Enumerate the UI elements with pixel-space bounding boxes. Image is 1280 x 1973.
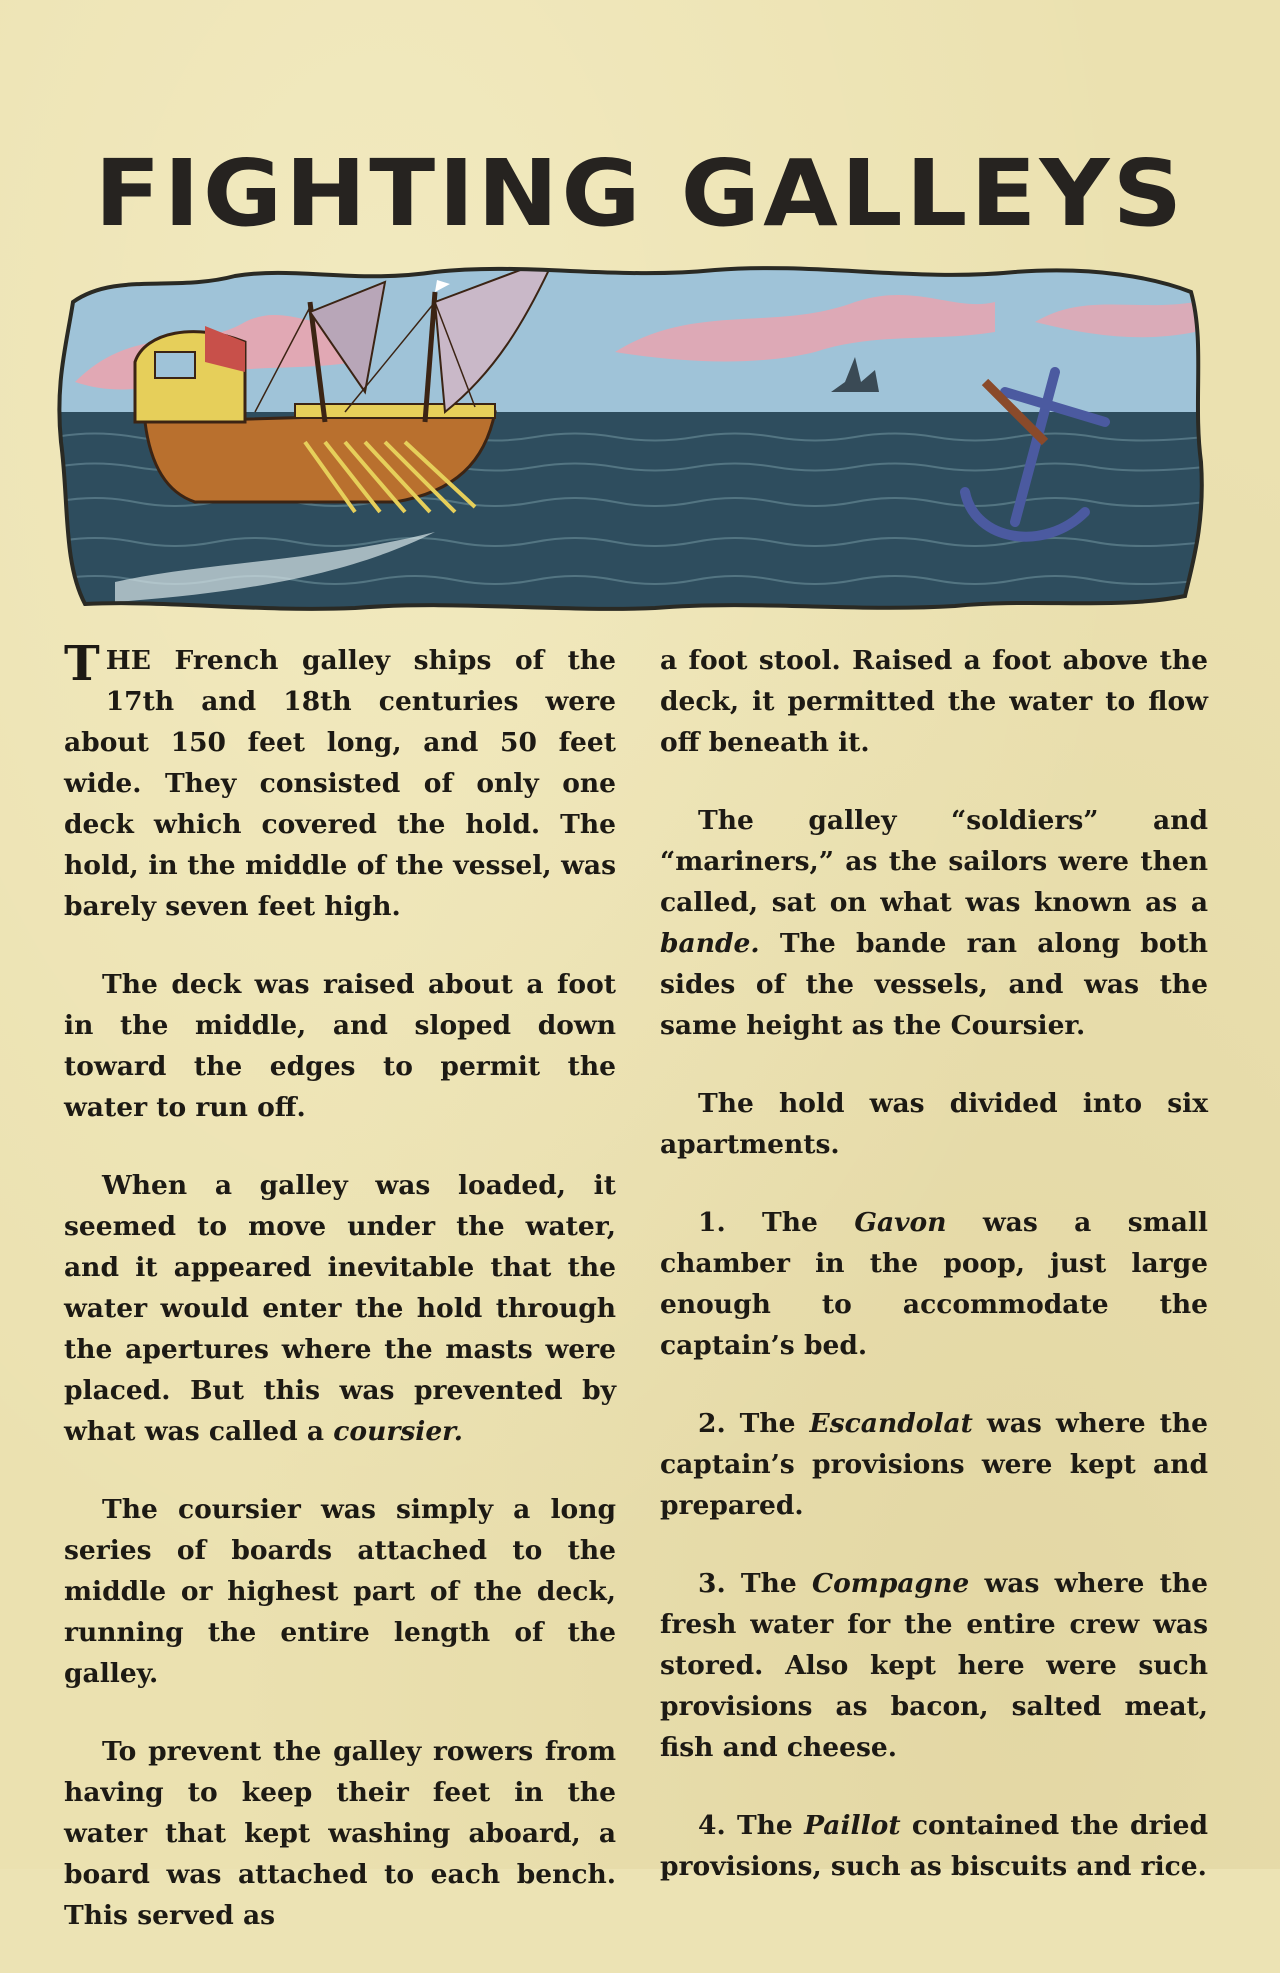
item-name: Paillot [804,1810,901,1841]
emphasis-term: coursier. [333,1416,463,1447]
item-text: was where the captain’s provisions were kept and prepared. [660,1408,1208,1521]
item-name: Escandolat [809,1408,973,1439]
list-item [660,1202,1208,1366]
drop-cap: T [64,636,100,692]
list-item [660,1805,1208,1887]
item-number: 4. The [698,1810,805,1841]
left-column [64,636,616,1973]
item-text: was a small chamber in the poop, just large enough to accommodate the captain’s bed. [660,1207,1208,1361]
galley-hull [145,412,495,502]
paragraph-text: The galley “soldiers” and “mariners,” as the sailors were then called, sat on what was known as a [660,805,1208,918]
paragraph [64,1165,616,1452]
paragraph-text: The bande ran along both sides of the vessels, and was the same height as the Coursier. [660,928,1208,1041]
page-title: FIGHTING GALLEYS [94,140,1186,247]
item-text: was where the fresh water for the entire crew was stored. Also kept here were such provisions as bacon, salted meat, fish and cheese. [660,1568,1208,1763]
item-number: 3. The [698,1568,813,1599]
lead-word: HE [105,645,151,676]
list-item [660,1563,1208,1768]
list-item [660,1403,1208,1526]
item-name: Compagne [812,1568,970,1599]
paragraph [64,636,616,927]
item-number: 1. The [698,1207,855,1238]
item-name: Gavon [854,1207,947,1238]
paragraph-text: When a galley was loaded, it seemed to move under the water, and it appeared inevitable that the water would enter the hold through the apertures where the masts were placed. But this was prevented by what was called a [64,1170,616,1447]
right-column [660,640,1208,1924]
item-text: contained the dried provisions, such as biscuits and rice. [660,1810,1208,1882]
paragraph: The coursier was simply a long series of boards attached to the middle or highest part of the deck, running the entire length of the galley. [64,1494,616,1689]
galley-illustration [55,262,1205,612]
item-number: 2. The [698,1408,810,1439]
paragraph: a foot stool. Raised a foot above the deck, it permitted the water to flow off beneath it. [660,645,1208,758]
paragraph: The hold was divided into six apartments. [660,1088,1208,1160]
paragraph: The deck was raised about a foot in the middle, and sloped down toward the edges to permit the water to run off. [64,969,616,1123]
paragraph-text: French galley ships of the 17th and 18th centuries were about 150 feet long, and 50 feet wide. They consisted of only one deck which covered the hold. The hold, in the middle of the vessel, was barely seven feet high. [64,645,616,922]
paragraph: To prevent the galley rowers from having to keep their feet in the water that kept washing aboard, a board was attached to each bench. This served as [64,1736,616,1931]
paragraph [660,800,1208,1046]
emphasis-term: bande. [660,928,760,959]
